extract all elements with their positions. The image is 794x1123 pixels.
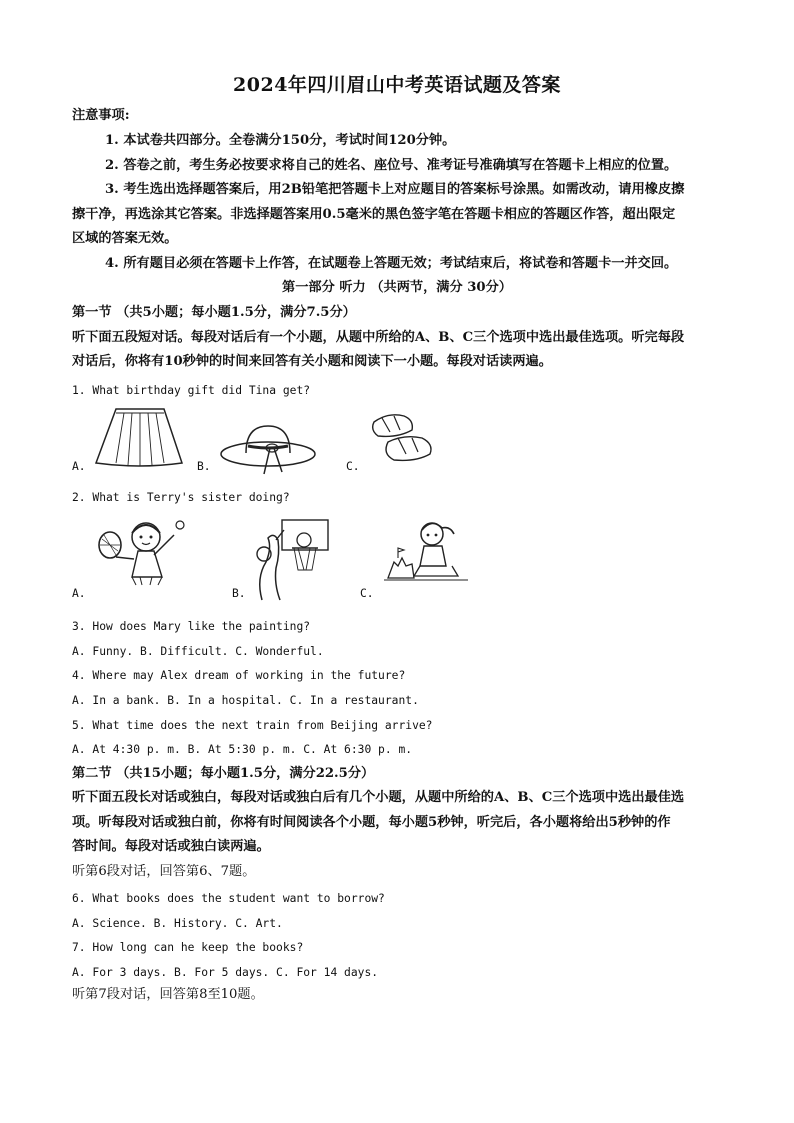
section1-instruction: 听下面五段短对话。每段对话后有一个小题，从题中所给的A、B、C三个选项中选出最佳选项。听完每段: [72, 330, 685, 345]
section2-instruction: 项。听每段对话或独白前，你将有时间阅读各个小题，每小题5秒钟，听完后，各小题将给出5秒钟的作: [72, 815, 671, 830]
option-label: B.: [232, 587, 246, 600]
tennis-girl-icon: [96, 515, 188, 589]
shoes-icon: [368, 408, 438, 468]
dialog-6-intro: 听第6段对话，回答第6、7题。: [72, 864, 256, 879]
option-label: A.: [72, 587, 86, 600]
hat-icon: [218, 420, 318, 476]
section2-instruction: 听下面五段长对话或独白，每段对话或独白后有几个小题，从题中所给的A、B、C三个选项中选出最佳选: [72, 790, 685, 805]
page-title: 2024年四川眉山中考英语试题及答案: [233, 74, 561, 96]
basketball-player-icon: [252, 518, 332, 602]
dialog-7-intro: 听第7段对话，回答第8至10题。: [72, 987, 264, 1002]
notice-item: 1. 本试卷共四部分。全卷满分150分，考试时间120分钟。: [105, 133, 456, 148]
notice-item: 4. 所有题目必须在答题卡上作答，在试题卷上答题无效；考试结束后，将试卷和答题卡一并交回。: [105, 256, 678, 271]
option-label: B.: [197, 460, 211, 473]
section1-heading: 第一节 （共5小题；每小题1.5分，满分7.5分）: [72, 305, 356, 320]
question-6: 6. What books does the student want to borrow?: [72, 892, 385, 905]
option-label: C.: [360, 587, 374, 600]
question-2: 2. What is Terry's sister doing?: [72, 491, 290, 504]
question-3-options: A. Funny. B. Difficult. C. Wonderful.: [72, 645, 324, 658]
question-1: 1. What birthday gift did Tina get?: [72, 384, 311, 397]
question-5: 5. What time does the next train from Beijing arrive?: [72, 719, 433, 732]
notice-heading: 注意事项:: [72, 108, 130, 123]
option-label: C.: [346, 460, 360, 473]
option-label: A.: [72, 460, 86, 473]
part1-heading: 第一部分 听力 （共两节，满分 30分）: [282, 280, 512, 295]
question-4: 4. Where may Alex dream of working in the future?: [72, 669, 406, 682]
section1-instruction: 对话后，你将有10秒钟的时间来回答有关小题和阅读下一小题。每段对话读两遍。: [72, 354, 552, 369]
sandcastle-girl-icon: [384, 518, 468, 584]
question-5-options: A. At 4:30 p. m. B. At 5:30 p. m. C. At 6:30 p. m.: [72, 743, 413, 756]
notice-item: 擦干净，再选涂其它答案。非选择题答案用0.5毫米的黑色签字笔在答题卡相应的答题区作答，超出限定: [72, 207, 676, 222]
notice-item: 区域的答案无效。: [72, 231, 178, 246]
section2-instruction: 答时间。每段对话或独白读两遍。: [72, 839, 270, 854]
question-4-options: A. In a bank. B. In a hospital. C. In a restaurant.: [72, 694, 419, 707]
skirt-icon: [94, 405, 184, 469]
question-3: 3. How does Mary like the painting?: [72, 620, 311, 633]
notice-item: 3. 考生选出选择题答案后，用2B铅笔把答题卡上对应题目的答案标号涂黑。如需改动，请用橡皮擦: [105, 182, 685, 197]
notice-item: 2. 答卷之前，考生务必按要求将自己的姓名、座位号、准考证号准确填写在答题卡上相应的位置。: [105, 158, 678, 173]
question-7: 7. How long can he keep the books?: [72, 941, 304, 954]
question-7-options: A. For 3 days. B. For 5 days. C. For 14 days.: [72, 966, 379, 979]
section2-heading: 第二节 （共15小题；每小题1.5分，满分22.5分）: [72, 766, 375, 781]
question-6-options: A. Science. B. History. C. Art.: [72, 917, 283, 930]
